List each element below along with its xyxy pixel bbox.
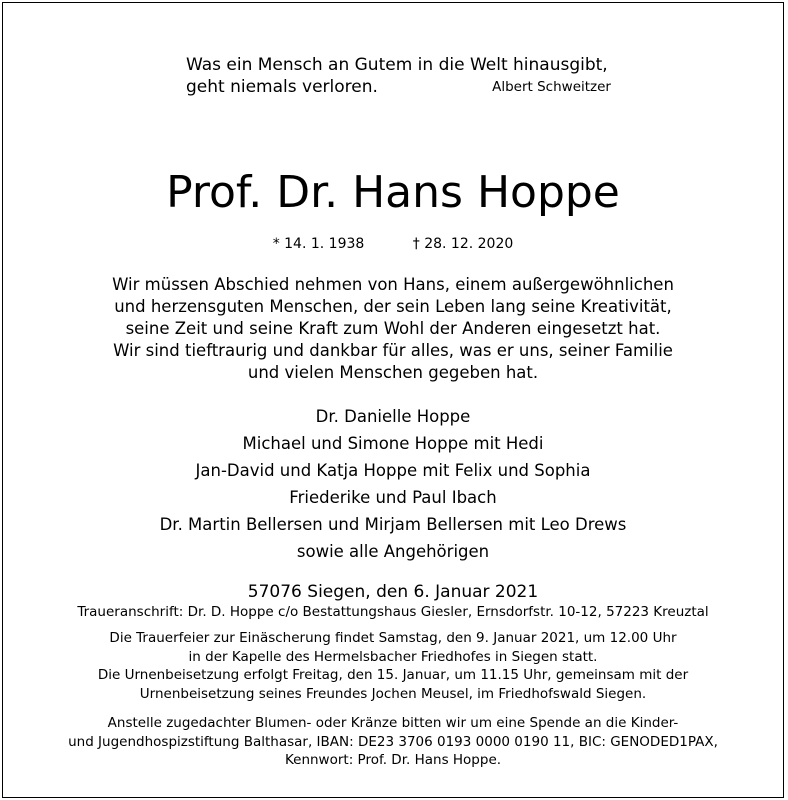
- mourner: Dr. Martin Bellersen und Mirjam Bellersen mit Leo Drews: [159, 515, 627, 534]
- deceased-name: Prof. Dr. Hans Hoppe: [166, 167, 620, 218]
- quote-line: geht niemals verloren.: [186, 77, 378, 97]
- mourner: Dr. Danielle Hoppe: [315, 407, 471, 426]
- donation-line: Kennwort: Prof. Dr. Hans Hoppe.: [284, 752, 502, 768]
- funeral-details: [3, 629, 783, 703]
- mourner: Jan-David und Katja Hoppe mit Felix und Sophia: [195, 461, 591, 480]
- quote-line: Was ein Mensch an Gutem in die Welt hinausgibt,: [186, 55, 608, 75]
- funeral-line: Die Trauerfeier zur Einäscherung findet Samstag, den 9. Januar 2021, um 12.00 Uhr: [109, 630, 677, 646]
- mourner: Friederike und Paul Ibach: [289, 488, 497, 507]
- funeral-line: Die Urnenbeisetzung erfolgt Freitag, den 15. Januar, um 11.15 Uhr, gemeinsam mit der: [97, 667, 689, 683]
- message-line: und vielen Menschen gegeben hat.: [247, 363, 539, 382]
- mourner: sowie alle Angehörigen: [296, 542, 490, 561]
- message-line: Wir müssen Abschied nehmen von Hans, einem außergewöhnlichen: [112, 275, 674, 294]
- message-line: Wir sind tieftraurig und dankbar für alles, was er uns, seiner Familie: [113, 341, 673, 360]
- donation-line: und Jugendhospizstiftung Balthasar, IBAN: DE23 3706 0193 0000 0190 11, BIC: GENODED1PAX,: [68, 733, 718, 750]
- message-line: und herzensguten Menschen, der sein Leben lang seine Kreativität,: [114, 297, 672, 316]
- life-dates: [3, 234, 783, 254]
- obituary-frame: [2, 2, 784, 798]
- birth-date: * 14. 1. 1938: [272, 236, 365, 252]
- donation-line: Anstelle zugedachter Blumen- oder Kränze bitten wir um eine Spende an die Kinder-: [107, 715, 679, 731]
- quote: [186, 54, 611, 98]
- donation-request: [3, 714, 783, 770]
- death-date: † 28. 12. 2020: [412, 236, 514, 252]
- funeral-line: Urnenbeisetzung seines Freundes Jochen Meusel, im Friedhofswald Siegen.: [139, 685, 647, 702]
- mourning-address: Traueranschrift: Dr. D. Hoppe c/o Bestattungshaus Giesler, Ernsdorfstr. 10-12, 57223 Kreuztal: [77, 604, 709, 620]
- mourners-list: [3, 403, 783, 565]
- funeral-line: in der Kapelle des Hermelsbacher Friedhofes in Siegen statt.: [188, 648, 598, 665]
- place-date: 57076 Siegen, den 6. Januar 2021: [247, 582, 539, 602]
- quote-author: Albert Schweitzer: [492, 79, 611, 95]
- farewell-message: [3, 274, 783, 384]
- mourner: Michael und Simone Hoppe mit Hedi: [242, 434, 544, 453]
- message-line: seine Zeit und seine Kraft zum Wohl der Anderen eingesetzt hat.: [125, 319, 661, 338]
